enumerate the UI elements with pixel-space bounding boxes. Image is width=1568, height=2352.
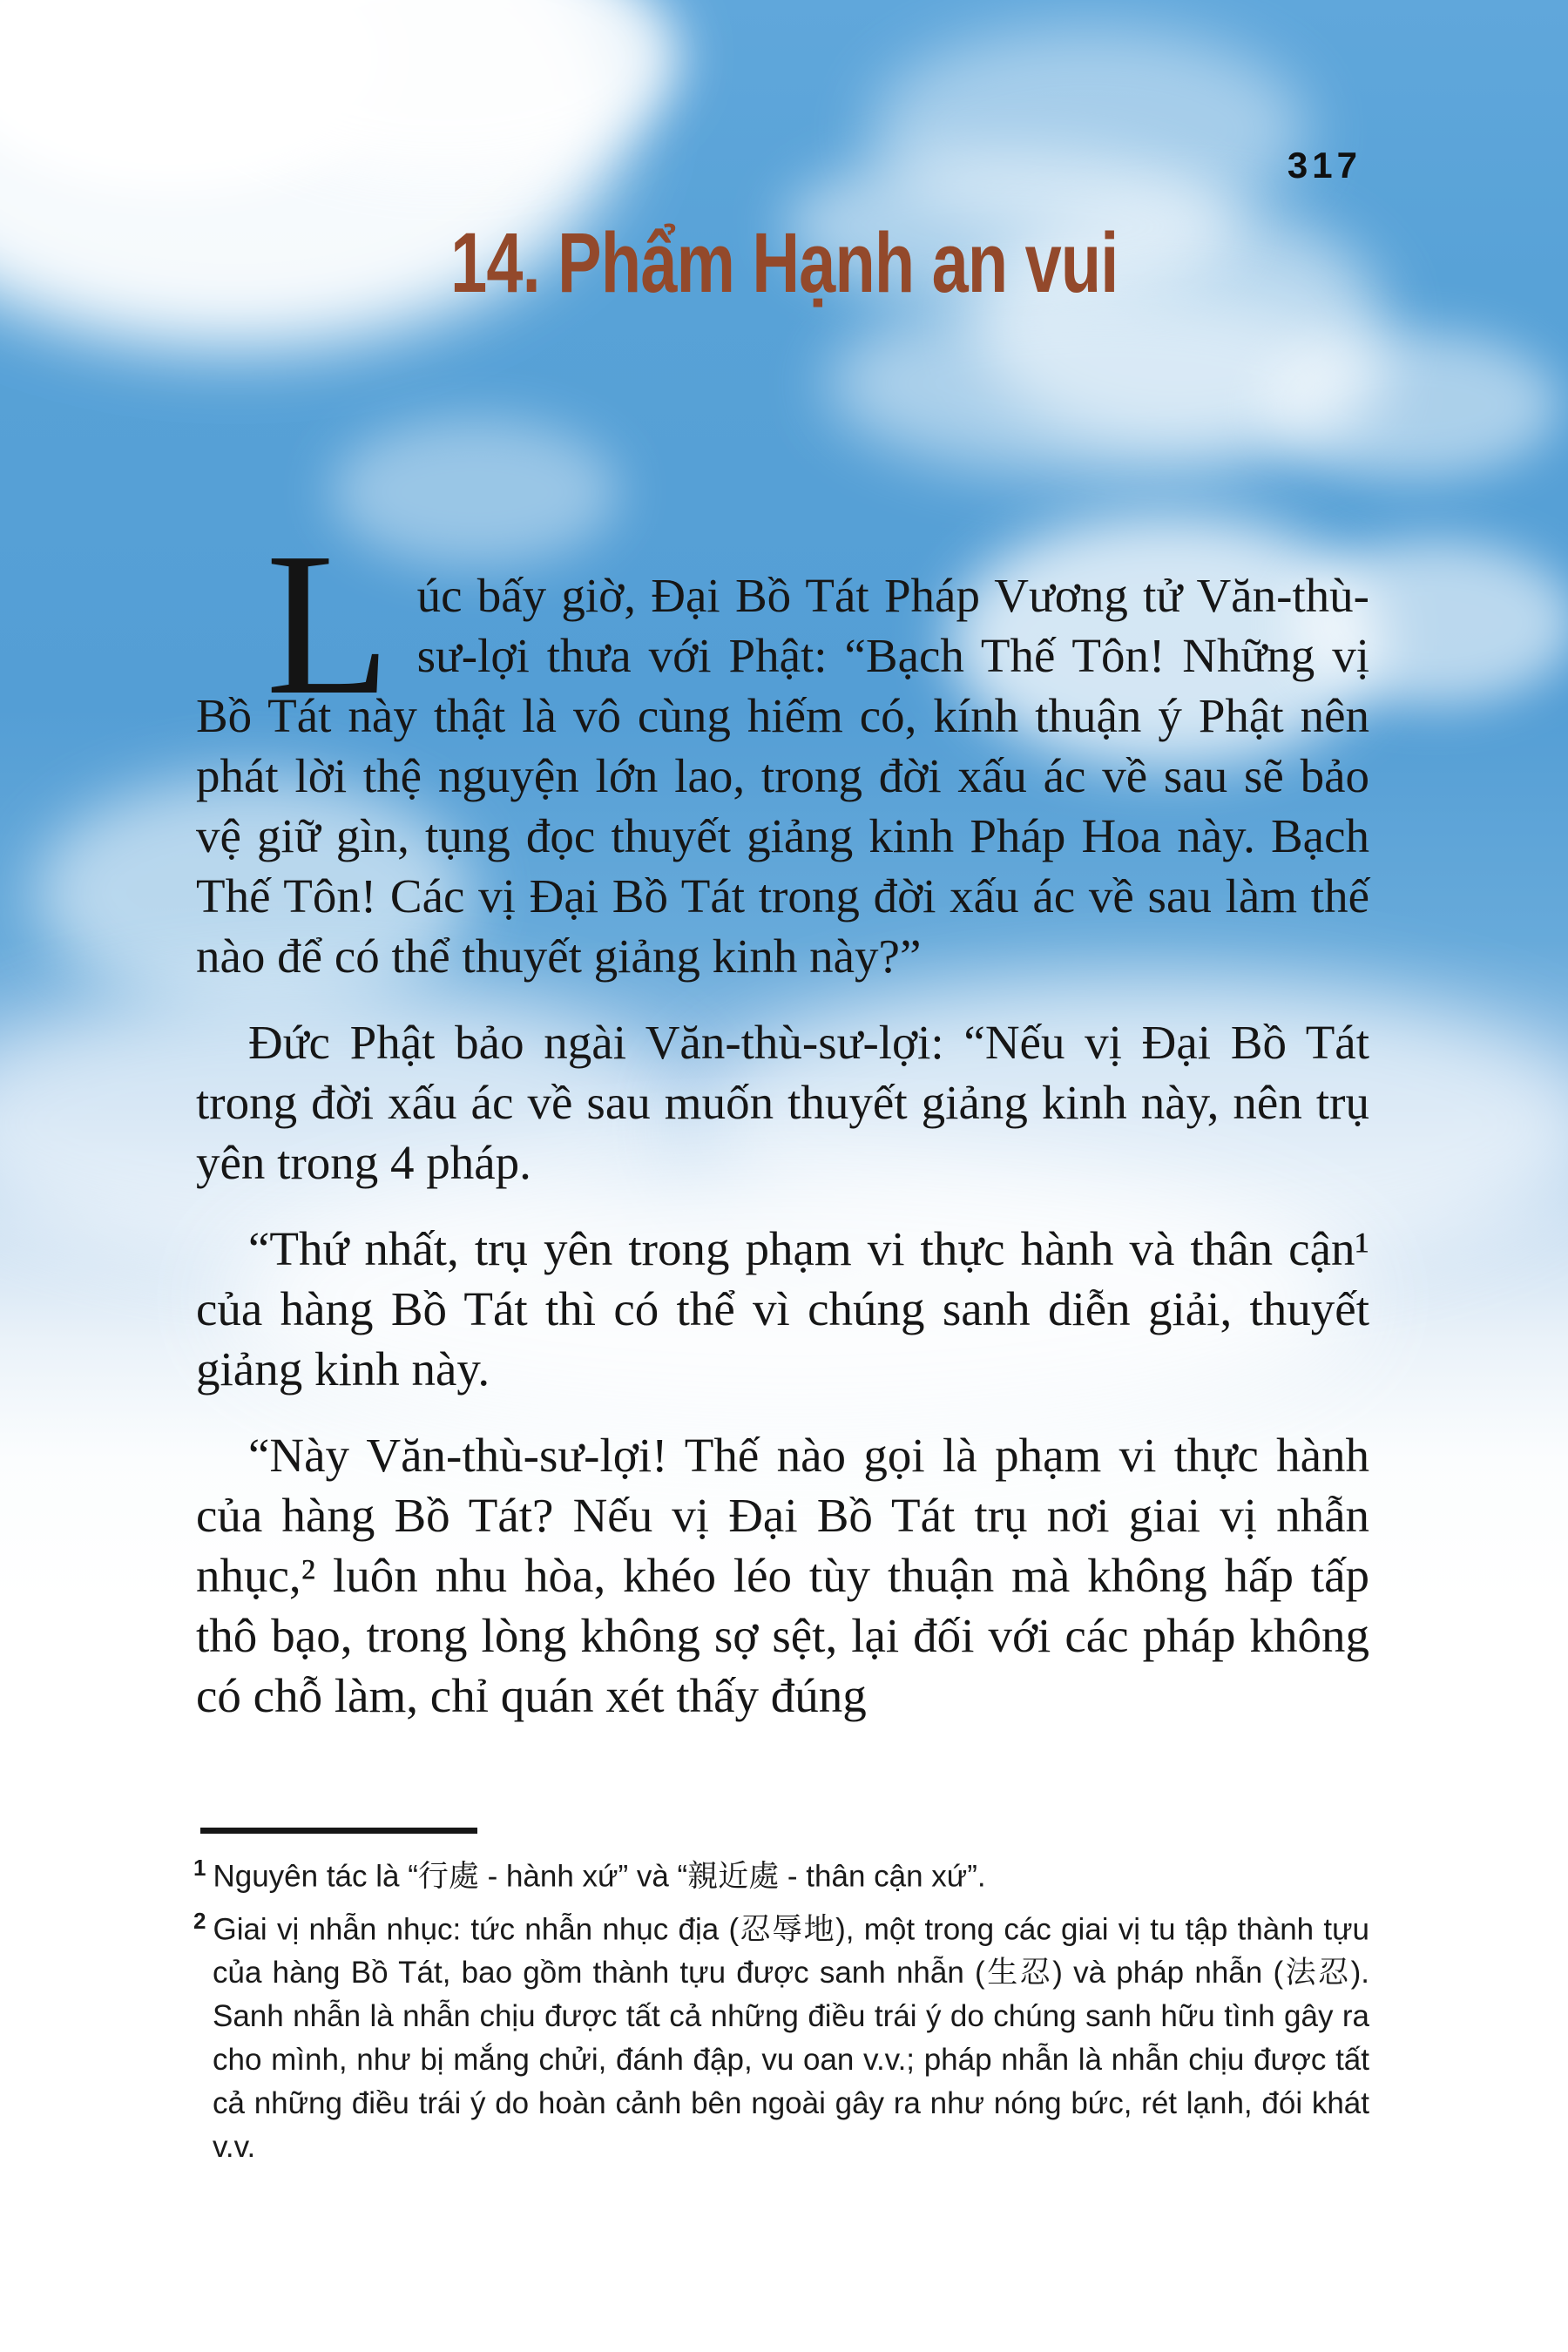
chapter-title-text: 14. Phẩm Hạnh an vui bbox=[449, 215, 1119, 310]
footnote-text: Nguyên tác là “行處 - hành xứ” và “親近處 - thân cận xứ”. bbox=[213, 1859, 986, 1894]
chapter-title bbox=[0, 216, 1568, 311]
paragraph bbox=[196, 510, 1369, 986]
footnote-separator bbox=[200, 1828, 477, 1834]
cloud bbox=[1263, 331, 1559, 479]
footnote bbox=[193, 1846, 1369, 1899]
paragraph: “Này Văn-thù-sư-lợi! Thế nào gọi là phạm vi thực hành của hàng Bồ Tát? Nếu vị Đại Bồ Tát trụ nơi giai vị nhẫn nhục,² luôn nhu hòa, khéo léo tùy thuận mà không hấp tấp thô bạo, trong lòng không sợ sệt, lại đối với các pháp không có chỗ làm, chỉ quán xét thấy đúng bbox=[196, 1429, 1369, 1722]
footnote-area bbox=[193, 1828, 1369, 2169]
footnote-marker: 1 bbox=[193, 1855, 206, 1881]
drop-cap: L bbox=[266, 510, 391, 737]
paragraph: Đức Phật bảo ngài Văn-thù-sư-lợi: “Nếu vị Đại Bồ Tát trong đời xấu ác về sau muốn thuyết giảng kinh này, nên trụ yên trong 4 pháp. bbox=[196, 1016, 1369, 1189]
footnote-marker: 2 bbox=[193, 1907, 206, 1934]
footnote-text: Giai vị nhẫn nhục: tức nhẫn nhục địa (忍辱地), một trong các giai vị tu tập thành tựu của hàng Bồ Tát, bao gồm thành tựu được sanh nhẫn (生忍) và pháp nhẫn (法忍). Sanh nhẫn là nhẫn chịu được tất cả những điều trái ý do chúng sanh hữu tình gây ra cho mình, như bị mắng chửi, đánh đập, vu oan v.v.; pháp nhẫn là nhẫn chịu được tất cả những điều trái ý do hoàn cảnh bên ngoài gây ra như nóng bức, rét lạnh, đói khát v.v. bbox=[213, 1912, 1369, 2165]
footnote bbox=[193, 1899, 1369, 2170]
body-text bbox=[196, 510, 1369, 1726]
page-number: 317 bbox=[1287, 145, 1362, 186]
paragraph-text: úc bấy giờ, Đại Bồ Tát Pháp Vương tử Văn-thù-sư-lợi thưa với Phật: “Bạch Thế Tôn! Những vị Bồ Tát này thật là vô cùng hiếm có, kính thuận ý Phật nên phát lời thệ nguyện lớn lao, trong đời xấu ác về sau sẽ bảo vệ giữ gìn, tụng đọc thuyết giảng kinh Pháp Hoa này. Bạch Thế Tôn! Các vị Đại Bồ Tát trong đời xấu ác về sau làm thế nào để có thể thuyết giảng kinh này?” bbox=[196, 569, 1369, 983]
paragraph: “Thứ nhất, trụ yên trong phạm vi thực hành và thân cận¹ của hàng Bồ Tát thì có thể vì chúng sanh diễn giải, thuyết giảng kinh này. bbox=[196, 1222, 1369, 1396]
